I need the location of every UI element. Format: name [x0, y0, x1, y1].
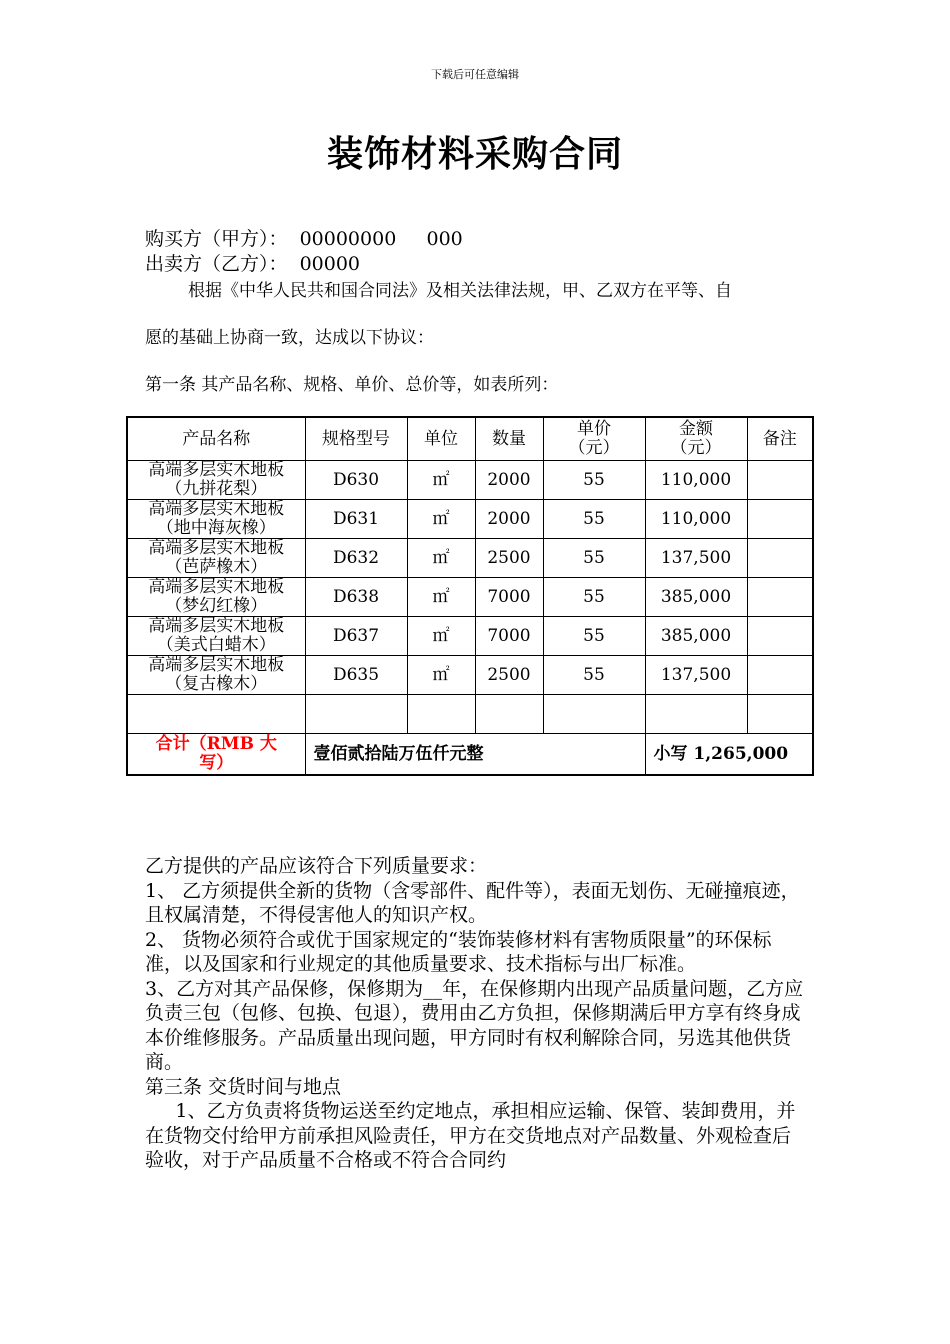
- intro-line-1: 根据《中华人民共和国合同法》及相关法律法规，甲、乙双方在平等、自: [188, 281, 732, 301]
- cell-amount: 385,000: [645, 617, 747, 656]
- cell-name: [127, 578, 305, 617]
- cell-note: [747, 656, 813, 695]
- cell-note: [747, 617, 813, 656]
- cell-qty: 2500: [475, 656, 543, 695]
- header-amount: [645, 417, 747, 461]
- header-qty: 数量: [475, 417, 543, 461]
- intro-line-2: 愿的基础上协商一致，达成以下协议：: [145, 328, 434, 348]
- cell-name-line2: （复古橡木）: [165, 674, 268, 694]
- cell-name: [127, 617, 305, 656]
- cell-amount: 385,000: [645, 578, 747, 617]
- cell-name: [127, 461, 305, 500]
- cell-price: 55: [543, 617, 645, 656]
- cell-qty: 7000: [475, 578, 543, 617]
- total-label-line1: 合计（RMB 大: [155, 734, 277, 754]
- empty-cell: [305, 695, 407, 734]
- cell-price: 55: [543, 539, 645, 578]
- product-table: [126, 416, 814, 776]
- quality-section: [145, 854, 807, 1173]
- cell-name-line1: 高端多层实木地板: [148, 538, 285, 558]
- header-note: 下载后可任意编辑: [431, 68, 519, 81]
- cell-note: [747, 461, 813, 500]
- cell-name-line2: （美式白蜡木）: [156, 635, 276, 655]
- cell-note: [747, 500, 813, 539]
- cell-qty: 2000: [475, 500, 543, 539]
- quality-item-3: 3、乙方对其产品保修，保修期为__年，在保修期内出现产品质量问题，乙方应负责三包（包修、包换、包退），费用由乙方负担，保修期满后甲方享有终身成本价维修服务。产品质量出现问题，甲方同时有权利解除合同，另选其他供货商。: [145, 977, 804, 1073]
- seller-line: 出卖方（乙方）： 00000: [145, 253, 361, 275]
- table-row: [127, 656, 813, 695]
- header-amount-line1: 金额: [679, 419, 713, 439]
- article-3-item-1: 1、乙方负责将货物运送至约定地点，承担相应运输、保管、装卸费用，并在货物交付给甲方前承担风险责任，甲方在交货地点对产品数量、外观检查后验收，对于产品质量不合格或不符合合同约: [145, 1100, 796, 1171]
- header-amount-line2: （元）: [670, 438, 722, 458]
- buyer-line: 购买方（甲方）： 00000000 000: [145, 228, 463, 250]
- header-price: [543, 417, 645, 461]
- cell-price: 55: [543, 500, 645, 539]
- article-1-heading: 第一条 其产品名称、规格、单价、总价等，如表所列：: [145, 375, 559, 395]
- quality-heading: 乙方提供的产品应该符合下列质量要求：: [145, 855, 488, 877]
- cell-spec: D637: [305, 617, 407, 656]
- cell-spec: D638: [305, 578, 407, 617]
- cell-name: [127, 656, 305, 695]
- header-price-line1: 单价: [577, 419, 611, 439]
- cell-qty: 2000: [475, 461, 543, 500]
- cell-amount: 137,500: [645, 539, 747, 578]
- quality-item-1: 1、 乙方须提供全新的货物（含零部件、配件等），表面无划伤、无碰撞痕迹，且权属清楚，不得侵害他人的知识产权。: [145, 879, 800, 926]
- table-row: [127, 617, 813, 656]
- total-label: [127, 734, 305, 776]
- total-small: 小写 1,265,000: [645, 734, 813, 776]
- empty-cell: [543, 695, 645, 734]
- cell-unit: ㎡: [407, 461, 475, 500]
- cell-unit: ㎡: [407, 656, 475, 695]
- cell-name-line2: （芭萨橡木）: [165, 557, 268, 577]
- cell-spec: D630: [305, 461, 407, 500]
- cell-amount: 110,000: [645, 500, 747, 539]
- cell-price: 55: [543, 578, 645, 617]
- article-3-heading: 第三条 交货时间与地点: [145, 1075, 342, 1098]
- cell-unit: ㎡: [407, 500, 475, 539]
- cell-qty: 7000: [475, 617, 543, 656]
- table-row: [127, 539, 813, 578]
- header-name: 产品名称: [127, 417, 305, 461]
- cell-amount: 110,000: [645, 461, 747, 500]
- table-row: [127, 578, 813, 617]
- cell-unit: ㎡: [407, 617, 475, 656]
- empty-cell: [475, 695, 543, 734]
- empty-cell: [407, 695, 475, 734]
- cell-price: 55: [543, 461, 645, 500]
- cell-name-line1: 高端多层实木地板: [148, 616, 285, 636]
- empty-cell: [127, 695, 305, 734]
- table-row: [127, 500, 813, 539]
- cell-name-line1: 高端多层实木地板: [148, 655, 285, 675]
- table-empty-row: [127, 695, 813, 734]
- cell-name-line2: （梦幻红橡）: [165, 596, 268, 616]
- header-spec: 规格型号: [305, 417, 407, 461]
- table-total-row: [127, 734, 813, 776]
- header-note: 备注: [747, 417, 813, 461]
- cell-name: [127, 500, 305, 539]
- table-row: [127, 461, 813, 500]
- empty-cell: [645, 695, 747, 734]
- cell-note: [747, 578, 813, 617]
- header-unit: 单位: [407, 417, 475, 461]
- header-price-line2: （元）: [568, 438, 620, 458]
- cell-qty: 2500: [475, 539, 543, 578]
- contract-title: 装饰材料采购合同: [326, 133, 623, 175]
- quality-item-2: 2、 货物必须符合或优于国家规定的“装饰装修材料有害物质限量”的环保标准，以及国家和行业规定的其他质量要求、技术指标与出厂标准。: [145, 928, 772, 975]
- cell-amount: 137,500: [645, 656, 747, 695]
- total-in-words: 壹佰贰拾陆万伍仟元整: [305, 734, 645, 776]
- total-label-line2: 写）: [199, 753, 234, 773]
- cell-note: [747, 539, 813, 578]
- cell-price: 55: [543, 656, 645, 695]
- cell-unit: ㎡: [407, 539, 475, 578]
- cell-name-line1: 高端多层实木地板: [148, 499, 285, 519]
- cell-spec: D632: [305, 539, 407, 578]
- cell-name-line2: （地中海灰橡）: [156, 518, 276, 538]
- empty-cell: [747, 695, 813, 734]
- cell-unit: ㎡: [407, 578, 475, 617]
- cell-spec: D635: [305, 656, 407, 695]
- table-header-row: [127, 417, 813, 461]
- cell-name-line2: （九拼花梨）: [165, 479, 268, 499]
- cell-name-line1: 高端多层实木地板: [148, 577, 285, 597]
- cell-spec: D631: [305, 500, 407, 539]
- cell-name: [127, 539, 305, 578]
- cell-name-line1: 高端多层实木地板: [148, 460, 285, 480]
